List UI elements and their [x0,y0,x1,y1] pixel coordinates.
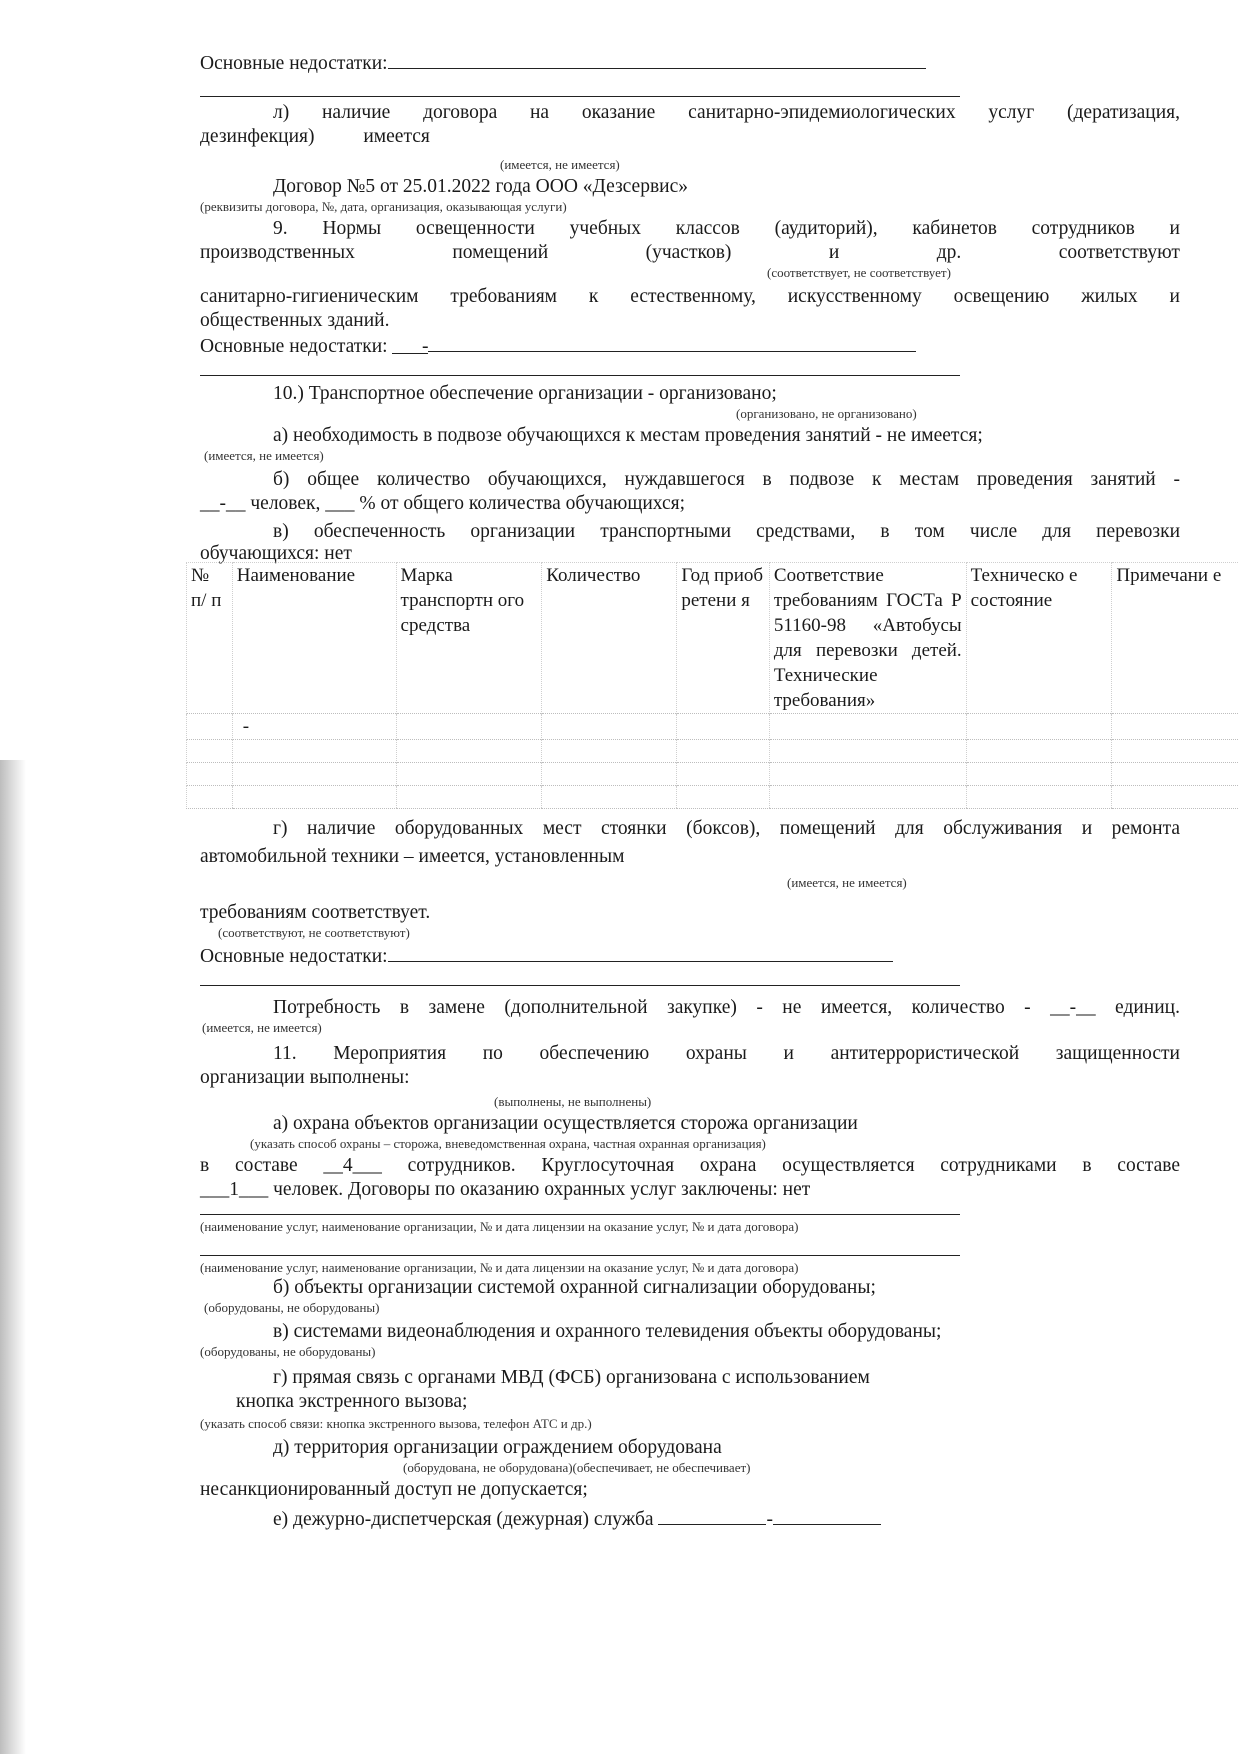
table-cell [677,786,770,809]
blank-line [392,335,429,357]
blank-line [200,1202,960,1215]
sec11-a: а) охрана объектов организации осуществляется сторожа организации [273,1113,858,1134]
blank-line [428,333,916,352]
sec9-word: др. [936,242,962,263]
item-g-line3: требованиям соответствует. [200,902,431,923]
sec11-staff-line: в составе __4___ сотрудников. Круглосуточная охрана осуществляется сотрудниками в составе [200,1155,1180,1176]
sec9-word: (участков) [645,242,732,263]
blank-line [658,1506,766,1525]
table-row [187,786,1239,809]
item-l-text2: дезинфекция) [200,126,315,147]
item-l-text: л) наличие договора на оказание санитарно-эпидемиологических услуг (дератизация, [273,102,1180,123]
scan-shadow [0,760,26,1754]
sec9-line1: 9. Нормы освещенности учебных классов (аудиторий), кабинетов сотрудников и [273,218,1180,239]
table-cell [677,763,770,786]
table-cell [1112,786,1238,809]
sec11-a-caption: (указать способ охраны – сторожа, вневедомственная охрана, частная охранная организация) [250,1136,766,1151]
sec9-value: соответствуют [1058,242,1180,263]
document-page [191,50,1222,1532]
table-cell [187,763,233,786]
table-cell [966,786,1112,809]
sec11-v: в) системами видеонаблюдения и охранного телевидения объекты оборудованы; [273,1321,942,1342]
sec10-heading-caption: (организовано, не организовано) [736,406,917,421]
item-g-line2: автомобильной техники – имеется, установленным [200,846,625,867]
sec10-v1: в) обеспеченность организации транспортными средствами, в том числе для перевозки [273,521,1180,542]
item-g-caption2: (соответствуют, не соответствуют) [218,925,410,940]
blank-line [200,969,960,986]
blank-line [388,943,893,962]
item-l-line2 [200,125,1180,149]
sec11-line1: 11. Мероприятия по обеспечению охраны и антитеррористической защищенности [273,1043,1180,1064]
col-notes-header: Примечани е [1112,563,1238,714]
table-cell [966,740,1112,763]
item-l-contract-caption: (реквизиты договора, №, дата, организация, оказывающая услуги) [200,199,567,214]
item-l-value: имеется [363,126,430,147]
transport-table [186,562,1238,809]
table-cell [542,763,677,786]
sec11-d2: несанкционированный доступ не допускается; [200,1479,588,1500]
table-cell [1112,740,1238,763]
table-cell [232,763,396,786]
blank-line [388,50,926,69]
deficiencies-label: Основные недостатки: [200,336,388,357]
sec11-contract-caption-1: (наименование услуг, наименование организации, № и дата лицензии на оказание услуг, № и дата договора) [200,1219,799,1234]
deficiencies-line-1 [200,50,1180,80]
table-cell [187,714,233,740]
col-name-header: Наименование [232,563,396,714]
table-cell [966,763,1112,786]
replacement-caption: (имеется, не имеется) [202,1020,322,1035]
sec11-contract-caption-2: (наименование услуг, наименование организации, № и дата лицензии на оказание услуг, № и дата договора) [200,1260,799,1275]
table-row [187,763,1239,786]
sec9-word: производственных [200,242,355,263]
sec11-g: г) прямая связь с органами МВД (ФСБ) организована с использованием [273,1367,870,1388]
sec11-e-value: - [766,1509,773,1530]
col-number-header: № п/ п [187,563,233,714]
table-header-row [187,563,1239,714]
col-condition-header: Техническо е состояние [966,563,1112,714]
table-cell [542,714,677,740]
deficiencies-label: Основные недостатки: [200,53,388,74]
table-row [187,740,1239,763]
col-year-header: Год приоб ретени я [677,563,770,714]
sec11-g-caption: (указать способ связи: кнопка экстренного вызова, телефон АТС и др.) [200,1416,592,1431]
table-cell [769,740,966,763]
sec10-v2: обучающихся: нет [200,543,352,564]
table-cell [396,714,542,740]
deficiencies-label: Основные недостатки: [200,946,388,967]
sec11-e [200,1506,1180,1532]
table-cell [1112,714,1238,740]
table-cell [542,786,677,809]
col-brand-header: Марка транспортн ого средства [396,563,542,714]
table-cell [232,786,396,809]
sec10-a: а) необходимость в подвозе обучающихся к местам проведения занятий - не имеется; [273,425,983,446]
table-cell [187,740,233,763]
sec11-v-caption: (оборудованы, не оборудованы) [200,1344,376,1359]
table-cell [396,740,542,763]
blank-line [773,1506,881,1525]
item-g-deficiencies [200,943,1180,969]
table-cell [966,714,1112,740]
table-cell [396,763,542,786]
sec11-d-caption: (оборудована, не оборудована)(обеспечивает, не обеспечивает) [403,1460,751,1475]
col-quantity-header: Количество [542,563,677,714]
sec11-b: б) объекты организации системой охранной сигнализации оборудованы; [273,1277,876,1298]
sec10-b2: __-__ человек, ___ % от общего количества обучающихся; [200,493,686,514]
sec9-word: и [828,242,840,263]
sec9-word: помещений [452,242,549,263]
table-cell [769,786,966,809]
item-g-line1: г) наличие оборудованных мест стоянки (боксов), помещений для обслуживания и ремонта [273,818,1180,839]
sec10-heading: 10.) Транспортное обеспечение организации - организовано; [273,383,777,404]
blank-line [200,1235,960,1256]
sec9-caption: (соответствует, не соответствует) [767,265,951,280]
table-cell [677,714,770,740]
sec9-deficiencies [200,333,1180,359]
col-gost-header: Соответствие требованиям ГОСТа Р 51160-98 «Автобусы для перевозки детей. Технические требования» [769,563,966,714]
table-cell [769,763,966,786]
sec11-g2: кнопка экстренного вызова; [236,1391,468,1412]
sec11-staff-line2: ___1___ человек. Договоры по оказанию охранных услуг заключены: нет [200,1179,811,1200]
sec10-a-caption: (имеется, не имеется) [204,448,324,463]
item-l-contract: Договор №5 от 25.01.2022 года ООО «Дезсервис» [273,176,689,197]
sec11-caption: (выполнены, не выполнены) [494,1094,652,1109]
table-cell [1112,763,1238,786]
table-cell [232,740,396,763]
table-cell [396,786,542,809]
sec9-line3: санитарно-гигиеническим требованиям к естественному, искусственному освещению жилых и [200,286,1180,307]
sec10-b1: б) общее количество обучающихся, нуждавшегося в подвозе к местам проведения занятий - [273,469,1180,490]
sec9-line4: общественных зданий. [200,310,390,331]
table-cell: - [232,714,396,740]
sec11-e-label: е) дежурно-диспетчерская (дежурная) служба [273,1509,654,1530]
table-cell [769,714,966,740]
sec11-b-caption: (оборудованы, не оборудованы) [204,1300,380,1315]
blank-line [200,359,960,376]
replacement-text: Потребность в замене (дополнительной закупке) - не имеется, количество - __-__ единиц. [273,997,1180,1018]
item-l-caption: (имеется, не имеется) [500,157,620,172]
table-cell [542,740,677,763]
sec9-line2 [200,241,1180,265]
deficiencies-value: - [421,336,429,357]
sec11-line2: организации выполнены: [200,1067,410,1088]
blank-line [200,80,960,97]
table-row [187,714,1239,740]
table-cell [187,786,233,809]
item-g-caption: (имеется, не имеется) [787,875,907,890]
table-cell [677,740,770,763]
sec11-d: д) территория организации ограждением оборудована [273,1437,722,1458]
